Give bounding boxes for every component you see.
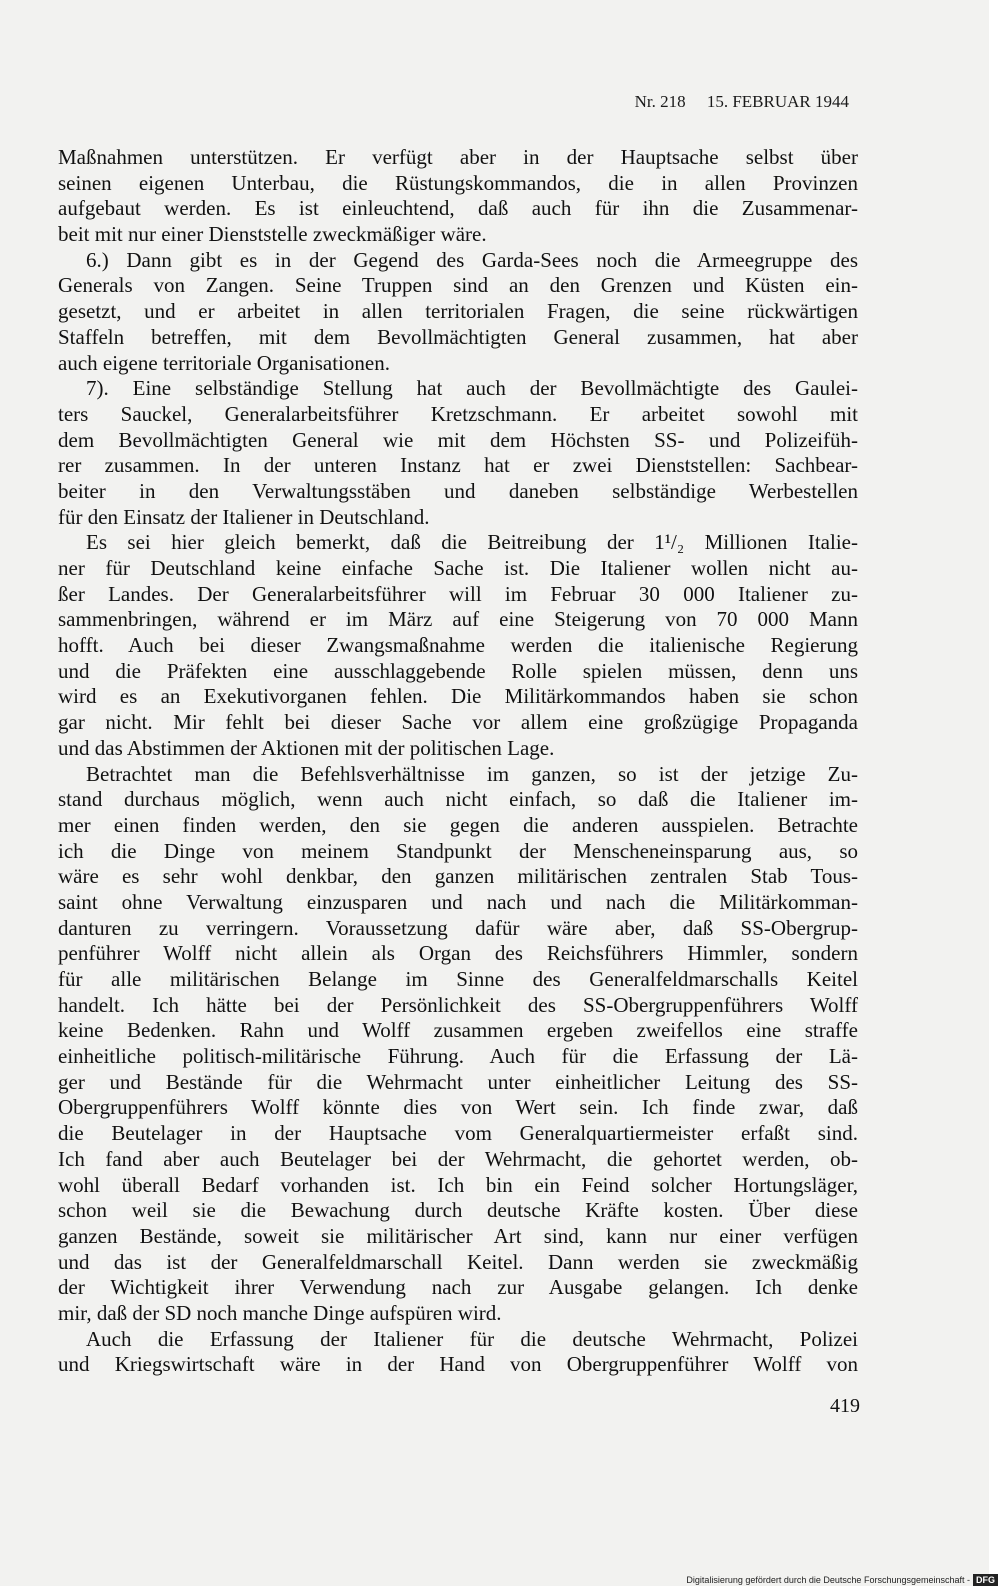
text-line: schon weil sie die Bewachung durch deutsche Kräfte kosten. Über diese [58,1198,858,1223]
text-line: hofft. Auch bei dieser Zwangsmaßnahme werden die italienische Regierung [58,633,858,658]
text-line: stand durchaus möglich, wenn auch nicht einfach, so daß die Italiener im- [58,787,858,812]
text-line: ger und Bestände für die Wehrmacht unter einheitlicher Leitung des SS- [58,1069,858,1094]
document-date: 15. FEBRUAR 1944 [706,92,849,111]
text-line: einheitliche politisch-militärische Führung. Auch für die Erfassung der Lä- [58,1044,858,1069]
text-line: 6.) Dann gibt es in der Gegend des Garda-Sees noch die Armeegruppe des [86,247,858,272]
running-header [0,92,849,112]
text-line: auch eigene territoriale Organisationen. [58,350,390,375]
text-line: beit mit nur einer Dienststelle zweckmäßiger wäre. [58,222,487,247]
text-line: gesetzt, und er arbeitet in allen territorialen Fragen, die seine rückwärtigen [58,299,858,324]
text-line: und Kriegswirtschaft wäre in der Hand von Obergruppenführer Wolff von [58,1352,858,1377]
text-line: danturen zu verringern. Voraussetzung dafür wäre aber, daß SS-Obergrup- [58,915,858,940]
text-line: Auch die Erfassung der Italiener für die deutsche Wehrmacht, Polizei [86,1326,858,1351]
text-line: penführer Wolff nicht allein als Organ des Reichsführers Himmler, sondern [58,941,858,966]
text-line: Obergruppenführers Wolff könnte dies von Wert sein. Ich finde zwar, daß [58,1095,858,1120]
text-line: Generals von Zangen. Seine Truppen sind an den Grenzen und Küsten ein- [58,273,858,298]
text-line: die Beutelager in der Hauptsache vom Generalquartiermeister erfaßt sind. [58,1121,858,1146]
body-text [58,145,858,1378]
text-line: sammenbringen, während er im März auf eine Steigerung von 70 000 Mann [58,607,858,632]
text-line: für alle militärischen Belange im Sinne des Generalfeldmarschalls Keitel [58,967,858,991]
text-line: ßer Landes. Der Generalarbeitsführer will im Februar 30 000 Italiener zu- [58,581,858,606]
digitization-credit [560,1574,1000,1586]
text-line: mir, daß der SD noch manche Dinge aufspüren wird. [58,1300,502,1325]
text-line: Ich fand aber auch Beutelager bei der Wehrmacht, die gehortet werden, ob- [58,1146,858,1171]
text-line: und die Präfekten eine ausschlaggebende Rolle spielen müssen, denn uns [58,658,858,683]
text-line: saint ohne Verwaltung einzusparen und nach und nach die Militärkomman- [58,889,858,914]
text-line: dem Bevollmächtigten General wie mit dem Höchsten SS- und Polizeifüh- [58,427,858,452]
text-line: beiter in den Verwaltungsstäben und daneben selbständige Werbestellen [58,478,858,503]
text-line: mer einen finden werden, den sie gegen die anderen ausspielen. Betrachte [58,812,858,837]
text-line: ich die Dinge von meinem Standpunkt der Menscheneinsparung aus, so [58,838,858,863]
text-line: gar nicht. Mir fehlt bei dieser Sache vor allem eine großzügige Propaganda [58,710,858,735]
text-line: und das ist der Generalfeldmarschall Keitel. Dann werden sie zweckmäßig [58,1249,858,1274]
text-line: 7). Eine selbständige Stellung hat auch der Bevollmächtigte des Gaulei- [86,376,858,401]
text-line: aufgebaut werden. Es ist einleuchtend, daß auch für ihn die Zusammenar- [58,196,858,221]
text-line: wird es an Exekutivorganen fehlen. Die Militärkommandos haben sie schon [58,684,858,709]
text-line: handelt. Ich hätte bei der Persönlichkeit des SS-Obergruppenführers Wolff [58,992,858,1017]
text-line: Staffeln betreffen, mit dem Bevollmächtigten General zusammen, hat aber [58,324,858,349]
document-number: Nr. 218 [634,92,686,111]
text-line: wohl überall Bedarf vorhanden ist. Ich bin ein Feind solcher Hortungsläger, [58,1172,858,1197]
text-line: wäre es sehr wohl denkbar, den ganzen militärischen zentralen Stab Tous- [58,864,858,889]
text-line: rer zusammen. In der unteren Instanz hat er zwei Dienststellen: Sachbear- [58,453,858,478]
text-line: ters Sauckel, Generalarbeitsführer Kretzschmann. Er arbeitet sowohl mit [58,401,858,426]
dfg-logo: DFG [973,1574,998,1586]
text-line: Maßnahmen unterstützen. Er verfügt aber in der Hauptsache selbst über [58,145,858,169]
text-line: Es sei hier gleich bemerkt, daß die Beitreibung der 1¹/₂ Millionen Italie- [86,530,858,555]
text-line: für den Einsatz der Italiener in Deutschland. [58,504,430,529]
text-line: Betrachtet man die Befehlsverhältnisse im ganzen, so ist der jetzige Zu- [86,761,858,786]
text-line: keine Bedenken. Rahn und Wolff zusammen ergeben zweifellos eine straffe [58,1018,858,1043]
text-line: seinen eigenen Unterbau, die Rüstungskommandos, die in allen Provinzen [58,170,858,195]
credit-text: Digitalisierung gefördert durch die Deutsche Forschungsgemeinschaft - [686,1575,970,1585]
text-line: und das Abstimmen der Aktionen mit der politischen Lage. [58,735,555,760]
text-line: ner für Deutschland keine einfache Sache ist. Die Italiener wollen nicht au- [58,556,858,580]
page-number: 419 [830,1395,860,1417]
text-line: der Wichtigkeit ihrer Verwendung nach zur Ausgabe gelangen. Ich denke [58,1275,858,1300]
text-line: ganzen Bestände, soweit sie militärischer Art sind, kann nur einer verfügen [58,1223,858,1248]
